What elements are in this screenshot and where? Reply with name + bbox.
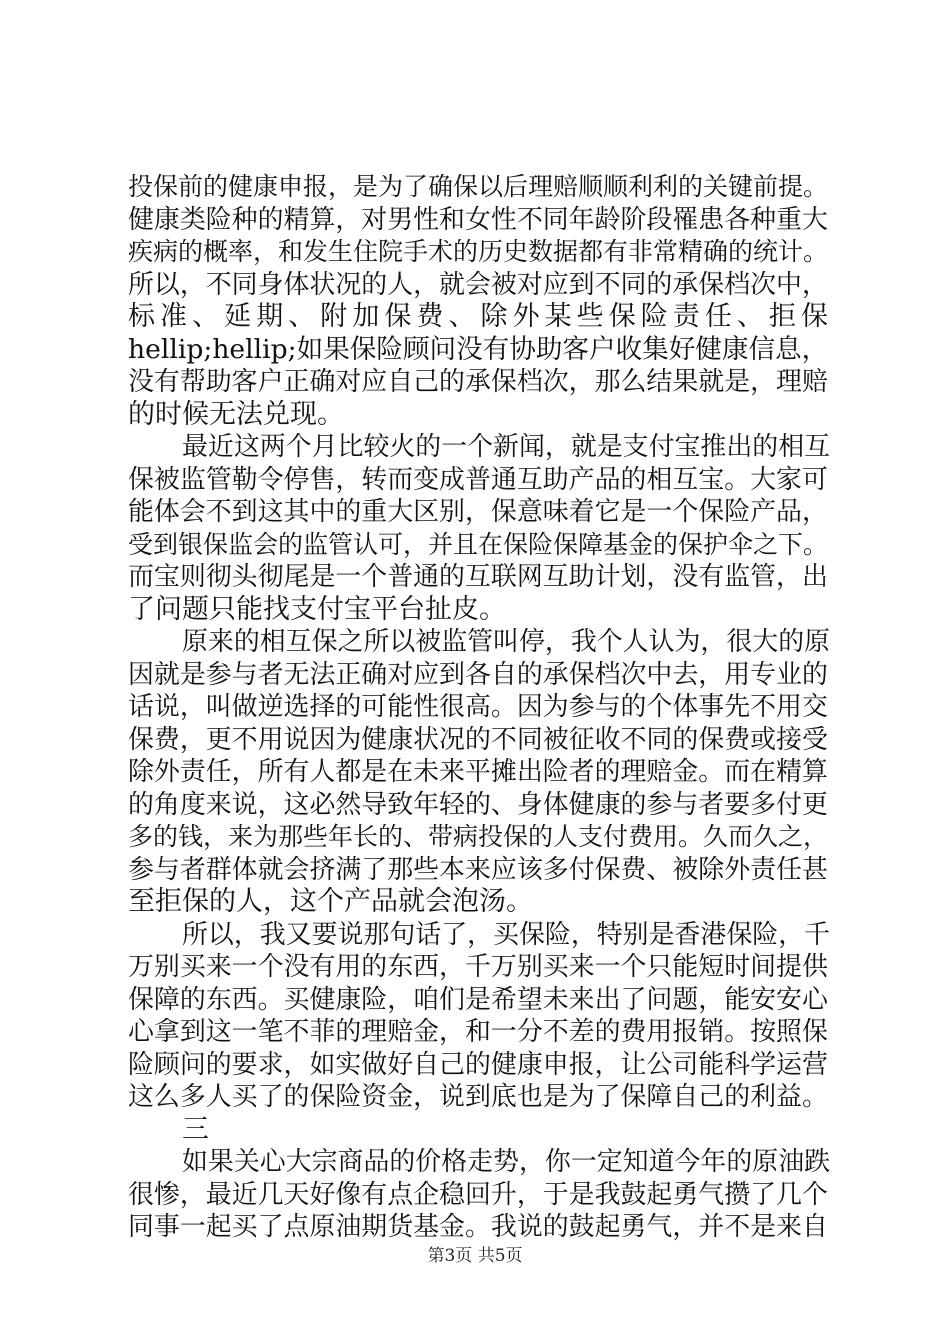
paragraph-first-line: 最近这两个月比较火的一个新闻，就是支付宝推出的相互: [182, 432, 831, 462]
text-line: 心拿到这一笔不菲的理赔金，和一分不差的费用报销。按照保: [128, 1017, 828, 1047]
text-line: 万别买来一个没有用的东西，千万别买来一个只能短时间提供: [128, 952, 828, 982]
text-line: 这么多人买了的保险资金，说到底也是为了保障自己的利益。: [128, 1082, 828, 1112]
text-line: 疾病的概率，和发生住院手术的历史数据都有非常精确的统计。: [128, 237, 829, 266]
text-line: 险顾问的要求，如实做好自己的健康申报，让公司能科学运营: [128, 1049, 828, 1080]
paragraph-first-line: 原来的相互保之所以被监管叫停，我个人认为，很大的原: [182, 627, 831, 657]
text-line: 没有帮助客户正确对应自己的承保档次，那么结果就是，理赔: [128, 367, 828, 397]
text-line: 投保前的健康申报，是为了确保以后理赔顺顺利利的关键前提。: [128, 172, 829, 201]
text-line: 保被监管勒令停售，转而变成普通互助产品的相互宝。大家可: [128, 464, 828, 495]
text-line: 因就是参与者无法正确对应到各自的承保档次中去，用专业的: [128, 659, 828, 690]
text-line: 了问题只能找支付宝平台扯皮。: [128, 593, 506, 625]
text-line: 健康类险种的精算，对男性和女性不同年龄阶段罹患各种重大: [128, 204, 828, 235]
section-heading: 三: [182, 1113, 209, 1145]
text-line: 话说，叫做逆选择的可能性很高。因为参与的个体事先不用交: [128, 692, 828, 722]
text-line: 能体会不到这其中的重大区别，保意味着它是一个保险产品，: [128, 497, 828, 527]
page-number-label: 第3页 共5页: [427, 1246, 523, 1266]
text-line: 保费，更不用说因为健康状况的不同被征收不同的保费或接受: [128, 724, 828, 755]
text-line: 受到银保监会的监管认可，并且在保险保障基金的保护伞之下。: [128, 529, 829, 559]
text-line: 而宝则彻头彻尾是一个普通的互联网互助计划，没有监管，出: [128, 562, 828, 592]
document-body: [128, 171, 831, 1244]
text-line: 至拒保的人，这个产品就会泡汤。: [128, 886, 533, 917]
paragraph-first-line: 如果关心大宗商品的价格走势，你一定知道今年的原油跌: [182, 1147, 831, 1177]
text-line: 除外责任，所有人都是在未来平摊出险者的理赔金。而在精算: [128, 757, 828, 787]
text-line: 的角度来说，这必然导致年轻的、身体健康的参与者要多付更: [128, 789, 828, 820]
text-line: 的时候无法兑现。: [128, 398, 344, 430]
text-line: 参与者群体就会挤满了那些本来应该多付保费、被除外责任甚: [128, 854, 828, 885]
text-line: 多的钱，来为那些年长的、带病投保的人支付费用。久而久之，: [128, 822, 829, 851]
text-line: hellip;hellip;如果保险顾问没有协助客户收集好健康信息，: [128, 333, 829, 365]
text-line: 所以，不同身体状况的人，就会被对应到不同的承保档次中，: [128, 269, 828, 300]
text-line: 保障的东西。买健康险，咱们是希望未来出了问题，能安安心: [128, 984, 828, 1015]
page-footer: [0, 1246, 950, 1266]
text-line-justified: 标 准 、 延 期 、 附 加 保 费 、 除 外 某 些 保 险 责 任 、 拒 保: [128, 301, 828, 332]
text-line: 很惨，最近几天好像有点企稳回升，于是我鼓起勇气攒了几个: [128, 1179, 828, 1210]
paragraph-first-line: 所以，我又要说那句话了，买保险，特别是香港保险，千: [182, 919, 831, 950]
text-line: 同事一起买了点原油期货基金。我说的鼓起勇气，并不是来自: [128, 1212, 828, 1242]
